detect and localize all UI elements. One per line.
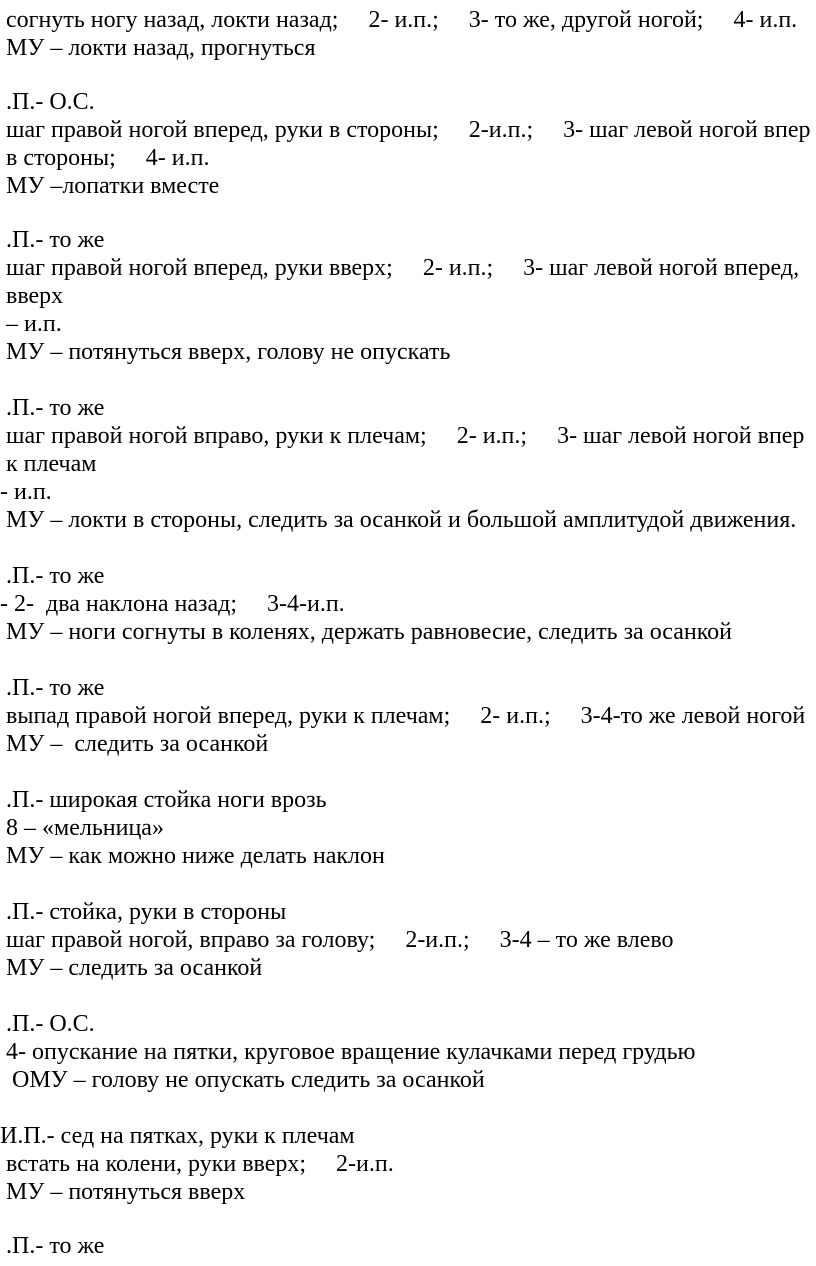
- text-line: МУ –лопатки вместе: [6, 173, 220, 199]
- text-line: МУ – локти назад, прогнуться: [6, 35, 316, 61]
- text-line: ОМУ – голову не опускать следить за осанкой: [0, 1067, 485, 1093]
- text-line: МУ – локти в стороны, следить за осанкой и большой амплитудой движения.: [6, 507, 797, 533]
- text-line: .П.- то же: [6, 1233, 105, 1259]
- text-line: .П.- широкая стойка ноги врозь: [6, 787, 327, 813]
- text-line: согнуть ногу назад, локти назад; 2- и.п.; 3- то же, другой ногой; 4- и.п.: [6, 7, 798, 33]
- text-line: МУ – потянуться вверх: [6, 1179, 246, 1205]
- text-line: МУ – следить за осанкой: [6, 955, 263, 981]
- text-line: шаг правой ногой, вправо за голову; 2-и.п.; 3-4 – то же влево: [0, 927, 674, 953]
- text-line: к плечам: [0, 451, 97, 477]
- text-line: МУ – следить за осанкой: [6, 731, 269, 757]
- text-line: шаг правой ногой вправо, руки к плечам; 2- и.п.; 3- шаг левой ногой впер: [0, 423, 805, 449]
- text-line: .П.- О.С.: [6, 1011, 95, 1037]
- text-line: шаг правой ногой вперед, руки вверх; 2- и.п.; 3- шаг левой ногой вперед,: [0, 255, 800, 281]
- text-line: – и.п.: [6, 311, 62, 337]
- text-line: - 2- два наклона назад; 3-4-и.п.: [0, 591, 345, 617]
- text-line: .П.- О.С.: [6, 89, 95, 115]
- text-line: встать на колени, руки вверх; 2-и.п.: [0, 1151, 394, 1177]
- text-line: 8 – «мельница»: [0, 815, 164, 841]
- text-line: вверх: [0, 283, 64, 309]
- text-line: шаг правой ногой вперед, руки в стороны; 2-и.п.; 3- шаг левой ногой впер: [0, 117, 811, 143]
- text-line: - и.п.: [0, 479, 52, 505]
- text-line: МУ – как можно ниже делать наклон: [6, 843, 385, 869]
- text-line: .П.- то же: [6, 395, 105, 421]
- text-line: выпад правой ногой вперед, руки к плечам; 2- и.п.; 3-4-то же левой ногой: [0, 703, 806, 729]
- text-line: МУ – ноги согнуты в коленях, держать равновесие, следить за осанкой: [6, 619, 733, 645]
- text-line: 4- опускание на пятки, круговое вращение кулачками перед грудью: [0, 1039, 696, 1065]
- text-line: .П.- то же: [6, 227, 105, 253]
- text-line: .П.- то же: [6, 675, 105, 701]
- text-line: .П.- стойка, руки в стороны: [6, 899, 287, 925]
- text-line: МУ – потянуться вверх, голову не опускать: [6, 339, 451, 365]
- text-line: И.П.- сед на пятках, руки к плечам: [0, 1123, 355, 1149]
- text-line: в стороны; 4- и.п.: [0, 145, 210, 171]
- text-line: .П.- то же: [6, 563, 105, 589]
